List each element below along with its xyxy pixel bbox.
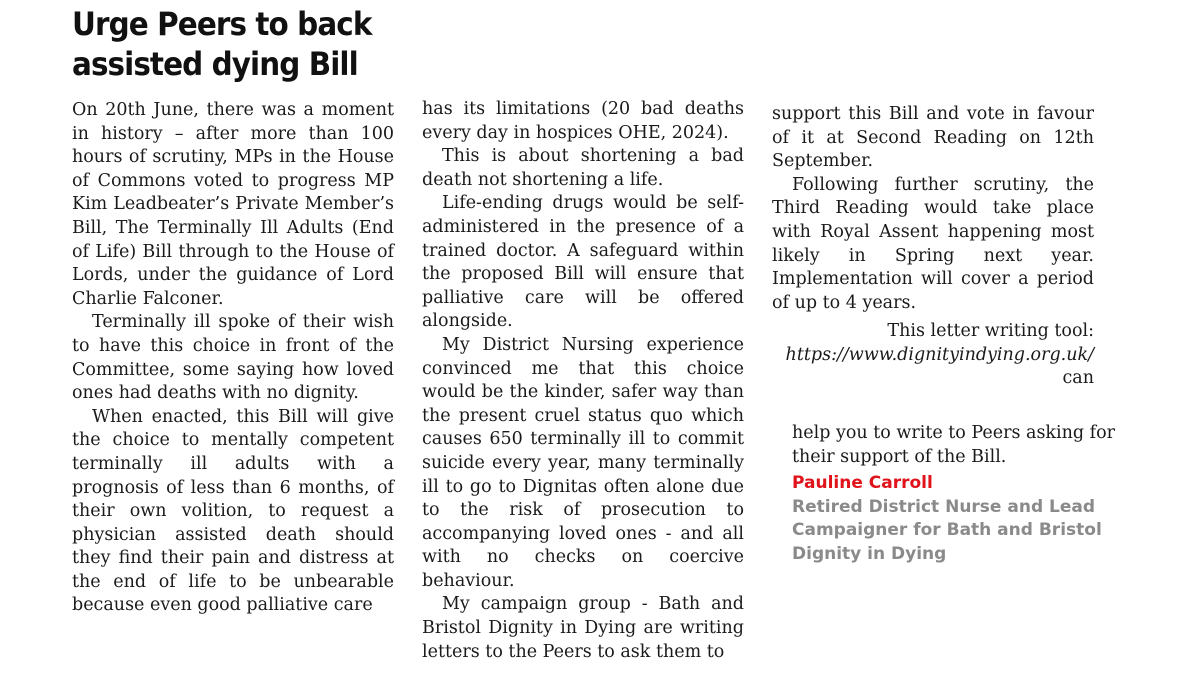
letter-tool-url-line <box>772 344 1094 391</box>
signoff <box>792 472 1112 566</box>
article-column-1 <box>72 99 394 618</box>
paragraph: Following further scrutiny, the Third Reading would take place with Royal Assent happening most likely in Spring next year. Implementation will cover a period of up to 4 years. <box>772 174 1094 313</box>
letter-tool-url: https://www.dignityindying.org.uk/ <box>785 344 1094 365</box>
article-column-3 <box>772 103 1094 315</box>
paragraph: has its limitations (20 bad deaths every day in hospices OHE, 2024). <box>422 99 744 143</box>
author-role: Retired District Nurse and Lead Campaigner for Bath and Bristol Dignity in Dying <box>792 496 1102 564</box>
paragraph: My campaign group - Bath and Bristol Dignity in Dying are writing letters to the Peers to ask them to <box>422 594 744 662</box>
paragraph: This is about shortening a bad death not shortening a life. <box>422 146 744 190</box>
paragraph: Terminally ill spoke of their wish to have this choice in front of the Committee, some saying how loved ones had deaths with no dignity. <box>72 312 394 404</box>
letter-tool-block <box>772 320 1094 391</box>
paragraph: When enacted, this Bill will give the choice to mentally competent terminally ill adults with a prognosis of less than 6 months, of their own volition, to request a physician assisted death should they find their pain and distress at the end of life to be unbearable because even good palliative care <box>72 406 394 616</box>
article-column-2 <box>422 98 744 664</box>
paragraph: On 20th June, there was a moment in history – after more than 100 hours of scrutiny, MPs in the House of Commons voted to progress MP Kim Leadbeater’s Private Member’s Bill, The Terminally Ill Adults (End of Life) Bill through to the House of Lords, under the guidance of Lord Charlie Falconer. <box>72 100 394 309</box>
paragraph: Life-ending drugs would be self-administered in the presence of a trained doctor. A safeguard within the proposed Bill will ensure that palliative care will be offered alongside. <box>422 193 744 332</box>
paragraph: My District Nursing experience convinced me that this choice would be the kinder, safer way than the present cruel status quo which causes 650 terminally ill to commit suicide every year, many terminally ill to go to Dignitas often alone due to the risk of prosecution to accompanying loved ones - and all with no checks on coercive behaviour. <box>422 334 744 591</box>
headline: Urge Peers to back assisted dying Bill <box>72 5 372 83</box>
closing-paragraph: help you to write to Peers asking for their support of the Bill. <box>792 423 1116 467</box>
letter-tool-can: can <box>1062 368 1094 389</box>
author-name: Pauline Carroll <box>792 473 933 493</box>
paragraph: support this Bill and vote in favour of it at Second Reading on 12th September. <box>772 104 1094 172</box>
letter-tool-intro: This letter writing tool: <box>887 321 1094 341</box>
